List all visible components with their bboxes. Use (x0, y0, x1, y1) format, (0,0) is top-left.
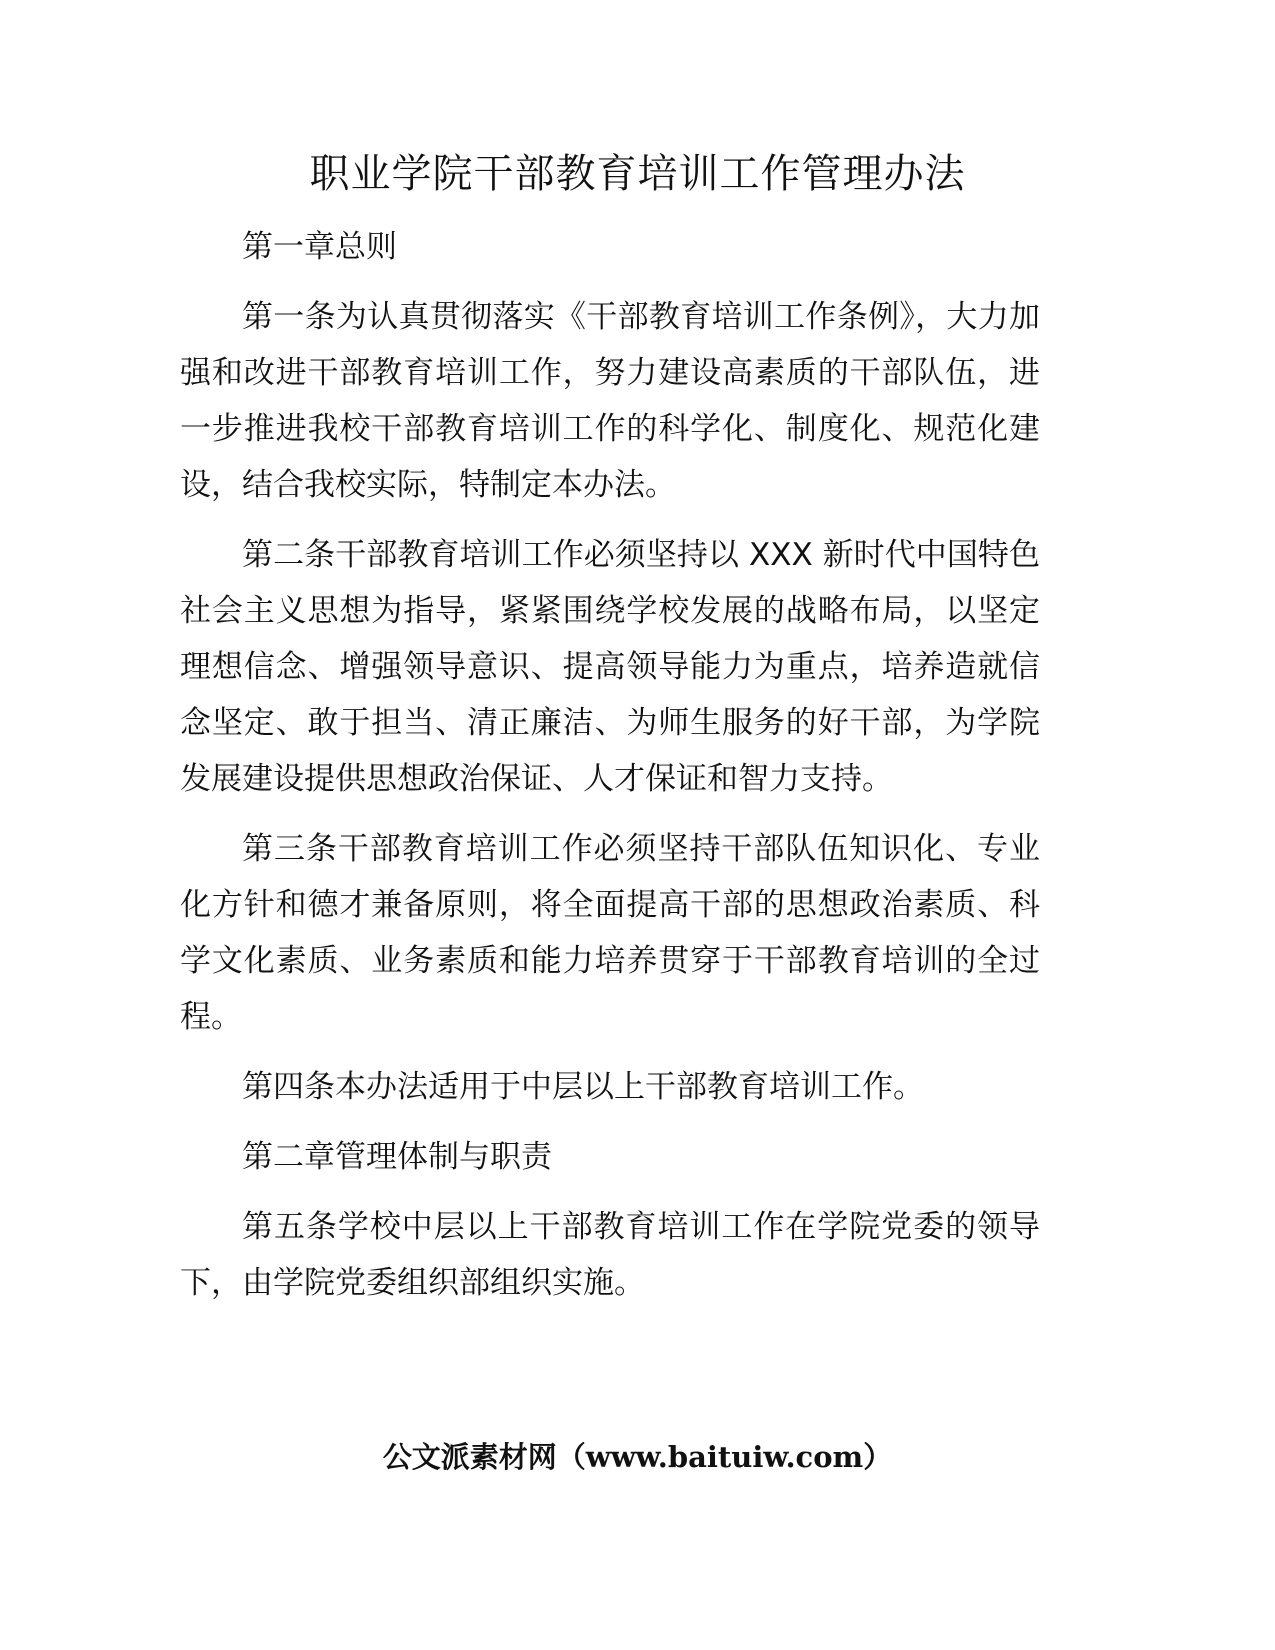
article-4: 第四条本办法适用于中层以上干部教育培训工作。 (242, 1069, 924, 1105)
article-5: 第五条学校中层以上干部教育培训工作在学院党委的领导下，由学院党委组织部组织实施。 (180, 1209, 1040, 1301)
chapter-heading-2: 第二章管理体制与职责 (242, 1139, 552, 1175)
document-title: 职业学院干部教育培训工作管理办法 (309, 151, 966, 197)
article-1: 第一条为认真贯彻落实《干部教育培训工作条例》，大力加强和改进干部教育培训工作，努力建设高素质的干部队伍，进一步推进我校干部教育培训工作的科学化、制度化、规范化建设，结合我校实际，特制定本办法。 (180, 299, 1040, 503)
article-3: 第三条干部教育培训工作必须坚持干部队伍知识化、专业化方针和德才兼备原则，将全面提高干部的思想政治素质、科学文化素质、业务素质和能力培养贯穿于干部教育培训的全过程。 (180, 831, 1040, 1035)
article-2: 第二条干部教育培训工作必须坚持以 XXX 新时代中国特色社会主义思想为指导，紧紧围绕学校发展的战略布局，以坚定理想信念、增强领导意识、提高领导能力为重点，培养造就信念坚定、敢于担当、清正廉洁、为师生服务的好干部，为学院发展建设提供思想政治保证、人才保证和智力支持。 (180, 537, 1040, 797)
document-body (180, 219, 1040, 1311)
footer-watermark: 公文派素材网（www.baituiw.com） (382, 1440, 893, 1474)
chapter-heading-1: 第一章总则 (242, 229, 397, 265)
